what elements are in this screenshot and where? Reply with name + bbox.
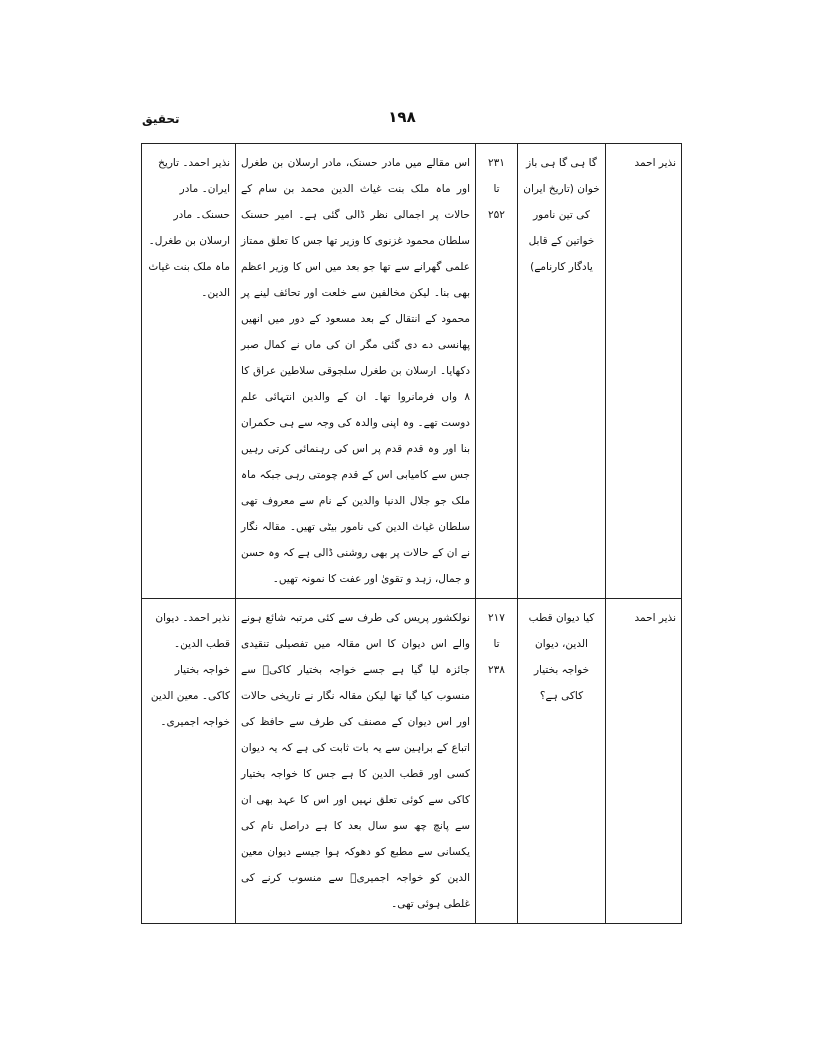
pages-from: ۲۳۱ <box>488 157 505 169</box>
page-number: ۱۹۸ <box>388 108 416 126</box>
tags-cell: نذیر احمد۔ دیوان قطب الدین۔ خواجہ بختیار کاکی۔ معین الدین خواجہ اجمیری۔ <box>142 599 236 924</box>
pages-to-label: تا <box>493 183 500 195</box>
article-index-table <box>141 143 682 924</box>
tags-cell: نذیر احمد۔ تاریخ ایران۔ مادر حسنک۔ مادر ارسلان بن طغرل۔ ماہ ملک بنت غیاث الدین۔ <box>142 144 236 599</box>
pages-to-label: تا <box>493 638 500 650</box>
pages-from: ۲۱۷ <box>488 612 505 624</box>
author-cell: نذیر احمد <box>606 599 682 924</box>
table-row <box>142 599 682 924</box>
pages-cell <box>476 144 518 599</box>
pages-to: ۲۳۸ <box>488 664 505 676</box>
table-row <box>142 144 682 599</box>
pages-cell <box>476 599 518 924</box>
summary-cell: اس مقالے میں مادر حسنک، مادر ارسلان بن طغرل اور ماہ ملک بنت غیاث الدین محمد بن سام کے حالات پر اجمالی نظر ڈالی گئی ہے۔ امیر حسنک سلطان محمود غزنوی کا وزیر تھا جس کا تعلق ممتاز علمی گھرانے سے تھا جو بعد میں اس کا وزیر اعظم بھی بنا۔ لیکن مخالفین سے خلعت اور تحائف لینے پر محمود کے انتقال کے بعد مسعود کے دور میں انھیں پھانسی دے دی گئی مگر ان کی ماں نے کمال صبر دکھایا۔ ارسلان بن طغرل سلجوقی سلاطین عراق کا ۸ واں فرمانروا تھا۔ ان کے والدین انتہائی علم دوست تھے۔ وہ اپنی والدہ کی وجہ سے ہی حکمران بنا اور وہ قدم قدم پر اس کی رہنمائی کرتی رہیں جس سے کامیابی اس کے قدم چومتی رہی جبکہ ماہ ملک جو جلال الدنیا والدین کے نام سے معروف تھی سلطان غیاث الدین کی نامور بیٹی تھیں۔ مقالہ نگار نے ان کے حالات پر بھی روشنی ڈالی ہے کہ وہ حسن و جمال، زہد و تقویٰ اور عفت کا نمونہ تھیں۔ <box>236 144 476 599</box>
title-cell: گا ہی گا ہی باز خوان (تاریخ ایران کی تین نامور خواتین کے قابل یادگار کارنامے) <box>518 144 606 599</box>
journal-name: تحقیق <box>142 112 180 126</box>
pages-to: ۲۵۲ <box>488 209 505 221</box>
summary-cell: نولکشور پریس کی طرف سے کئی مرتبہ شائع ہونے والے اس دیوان کا اس مقالہ میں تفصیلی تنقیدی جائزہ لیا گیا ہے جسے خواجہ بختیار کاکیؒ سے منسوب کیا گیا تھا لیکن مقالہ نگار نے تاریخی حالات اور اس دیوان کے مصنف کی طرف سے حافظ کی اتباع کے براہین سے یہ بات ثابت کی ہے کہ یہ دیوان کسی اور قطب الدین کا ہے جس کا خواجہ بختیار کاکی سے کوئی تعلق نہیں اور اس کا عہد بھی ان سے پانچ چھ سو سال بعد کا ہے دراصل نام کی یکسانی سے مطبع کو دھوکہ ہوا جیسے دیوان معین الدین کو خواجہ اجمیریؒ سے منسوب کرنے کی غلطی ہوئی تھی۔ <box>236 599 476 924</box>
title-cell: کیا دیوان قطب الدین، دیوان خواجہ بختیار کاکی ہے؟ <box>518 599 606 924</box>
author-cell: نذیر احمد <box>606 144 682 599</box>
